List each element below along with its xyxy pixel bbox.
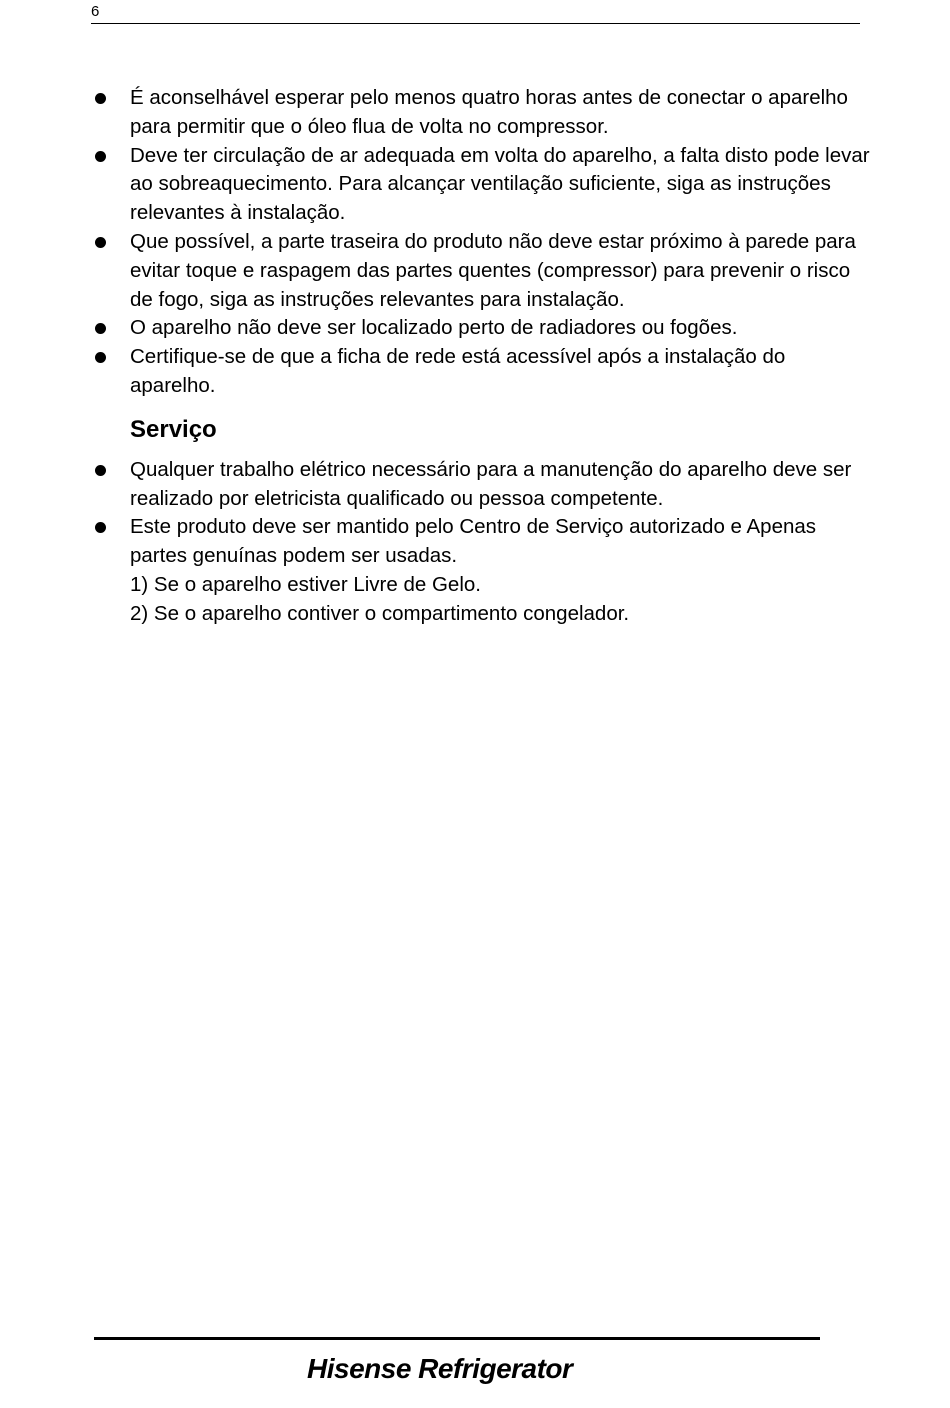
bullet-icon [95, 352, 106, 363]
service-bullet-list [91, 456, 871, 571]
section-heading-service: Serviço [130, 415, 217, 443]
document-body [91, 84, 871, 629]
bullet-icon [95, 93, 106, 104]
installation-bullet-list [91, 84, 871, 401]
list-item: Este produto deve ser mantido pelo Centro de Serviço autorizado e Apenas partes genuínas podem ser usadas. [91, 513, 871, 571]
footnote-1: 1) Se o aparelho estiver Livre de Gelo. [130, 572, 481, 596]
list-item: Qualquer trabalho elétrico necessário para a manutenção do aparelho deve ser realizado por eletricista qualificado ou pessoa competente. [91, 456, 871, 514]
list-item: Deve ter circulação de ar adequada em volta do aparelho, a falta disto pode levar ao sobreaquecimento. Para alcançar ventilação suficiente, siga as instruções relevantes à instalação. [91, 142, 871, 228]
footer-divider [94, 1337, 820, 1340]
list-item: É aconselhável esperar pelo menos quatro horas antes de conectar o aparelho para permitir que o óleo flua de volta no compressor. [91, 84, 871, 142]
list-item: Que possível, a parte traseira do produto não deve estar próximo à parede para evitar toque e raspagem das partes quentes (compressor) para prevenir o risco de fogo, siga as instruções relevantes para instalação. [91, 228, 871, 314]
bullet-icon [95, 237, 106, 248]
bullet-icon [95, 323, 106, 334]
bullet-icon [95, 522, 106, 533]
brand-logo: Hisense Refrigerator [307, 1353, 573, 1384]
bullet-icon [95, 151, 106, 162]
bullet-icon [95, 465, 106, 476]
footnote-2: 2) Se o aparelho contiver o compartimento congelador. [130, 601, 630, 625]
list-item: O aparelho não deve ser localizado perto de radiadores ou fogões. [91, 314, 871, 343]
page-number: 6 [91, 3, 100, 20]
header-divider [91, 23, 860, 24]
list-item: Certifique-se de que a ficha de rede está acessível após a instalação do aparelho. [91, 343, 871, 401]
